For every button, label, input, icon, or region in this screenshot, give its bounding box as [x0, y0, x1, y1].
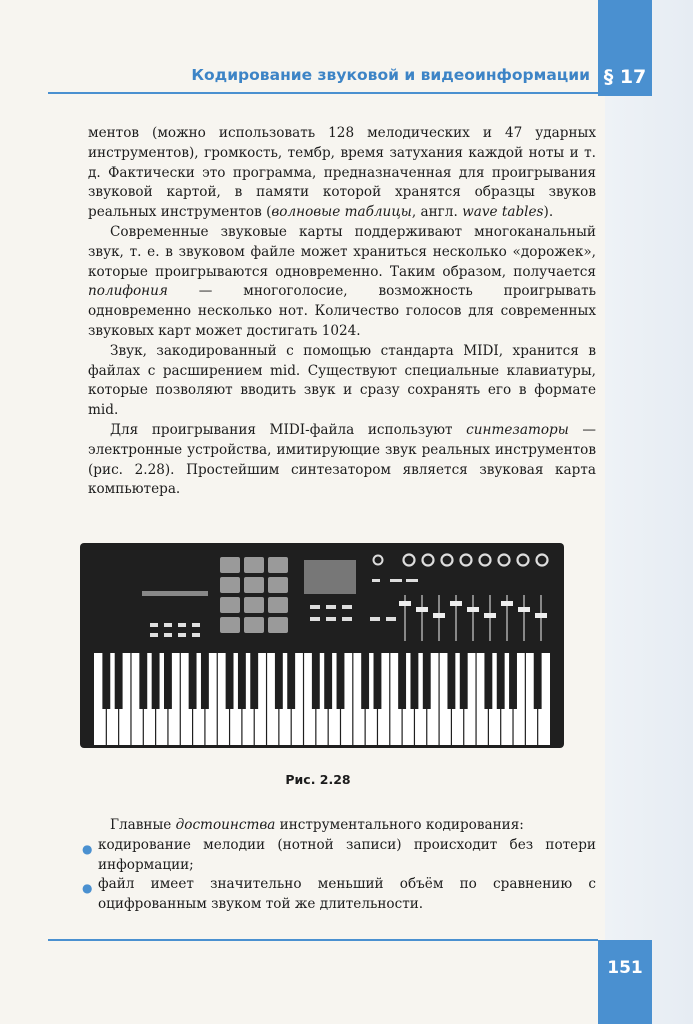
black-key: [139, 653, 147, 709]
screen: [304, 560, 356, 594]
drum-pad: [220, 557, 240, 573]
drum-pad: [268, 577, 288, 593]
drum-pad: [220, 597, 240, 613]
chapter-title: Кодирование звуковой и видеоинформации: [191, 66, 590, 84]
midi-keyboard-illustration: [80, 543, 564, 748]
black-key: [361, 653, 369, 709]
paragraph-2: Современные звуковые карты поддерживают многоканальный звук, т. е. в звуковом файле может храниться несколько «дорожек», которые проигрываются одновременно. Таким образом, получается полифония — многоголосие, возможность проигрывать одновременно несколько нот. Количество голосов для современных звуковых карт может достигать 1024.: [88, 223, 596, 339]
fader-track: [472, 595, 474, 641]
fader-cap: [484, 613, 496, 618]
black-key: [189, 653, 197, 709]
black-key: [312, 653, 320, 709]
advantages-intro: Главные достоинства инструментального кодирования:: [110, 817, 524, 833]
fader-cap: [416, 607, 428, 612]
black-key: [324, 653, 332, 709]
black-key: [410, 653, 418, 709]
black-key: [201, 653, 209, 709]
fader-cap: [433, 613, 445, 618]
fader-track: [421, 595, 423, 641]
black-key: [497, 653, 505, 709]
drum-pad: [268, 617, 288, 633]
black-key: [102, 653, 110, 709]
drum-pad: [268, 557, 288, 573]
black-key: [250, 653, 258, 709]
page-side-strip: [605, 0, 693, 1024]
keys-bed: [94, 653, 550, 745]
fader-cap: [535, 613, 547, 618]
bullet-icon: ●: [82, 881, 93, 896]
drum-pad: [244, 557, 264, 573]
black-key: [534, 653, 542, 709]
advantages-block: [82, 816, 596, 915]
black-key: [275, 653, 283, 709]
drum-pad: [268, 597, 288, 613]
list-item: ● кодирование мелодии (нотной записи) происходит без потери информации;: [82, 836, 596, 873]
black-key: [287, 653, 295, 709]
body-text: [88, 124, 596, 500]
fader-cap: [450, 601, 462, 606]
small-button: [372, 579, 380, 582]
black-key: [374, 653, 382, 709]
black-key: [152, 653, 160, 709]
paragraph-3: Звук, закодированный с помощью стандарта MIDI, хранится в файлах с расширением mid. Существуют специальные клавиатуры, которые позволяют вводить звук и сразу сохранять его в формате mid.: [88, 342, 596, 419]
drum-pad: [244, 597, 264, 613]
black-key: [484, 653, 492, 709]
fader-cap: [501, 601, 513, 606]
black-key: [509, 653, 517, 709]
fader-cap: [467, 607, 479, 612]
list-item: ● файл имеет значительно меньший объём по сравнению с оцифрованным звуком той же длительности.: [82, 876, 596, 913]
black-key: [398, 653, 406, 709]
fader-cap: [518, 607, 530, 612]
fader-cap: [399, 601, 411, 606]
black-key: [337, 653, 345, 709]
section-tab: § 17: [598, 0, 652, 96]
drum-pad: [220, 617, 240, 633]
paragraph-4: Для проигрывания MIDI-файла используют синтезаторы — электронные устройства, имитирующие звук реальных инструментов (рис. 2.28). Простейшим синтезатором является звуковая карта компьютера.: [88, 421, 596, 498]
bullet-icon: ●: [82, 841, 93, 856]
header-rule: [48, 92, 598, 94]
footer-rule: [48, 939, 598, 941]
fader-track: [523, 595, 525, 641]
black-key: [460, 653, 468, 709]
drum-pad: [244, 617, 264, 633]
drum-pad: [220, 577, 240, 593]
black-key: [423, 653, 431, 709]
small-button: [390, 579, 402, 582]
drum-pad: [244, 577, 264, 593]
advantages-list: [82, 836, 596, 915]
display-bar: [142, 591, 208, 596]
page-number: 151: [598, 940, 652, 1024]
black-key: [164, 653, 172, 709]
paragraph-1: ментов (можно использовать 128 мелодических и 47 ударных инструментов), громкость, тембр, время затухания каждой ноты и т. д. Фактически это программа, предназначенная для проигрывания звуковой картой, в памяти которой хранятся образцы звуков реальных инструментов (волновые таблицы, англ. wave tables).: [88, 125, 596, 221]
figure-caption: Рис. 2.28: [285, 772, 351, 787]
small-button: [406, 579, 418, 582]
black-key: [447, 653, 455, 709]
black-key: [115, 653, 123, 709]
black-key: [238, 653, 246, 709]
faders: [399, 595, 547, 641]
black-key: [226, 653, 234, 709]
